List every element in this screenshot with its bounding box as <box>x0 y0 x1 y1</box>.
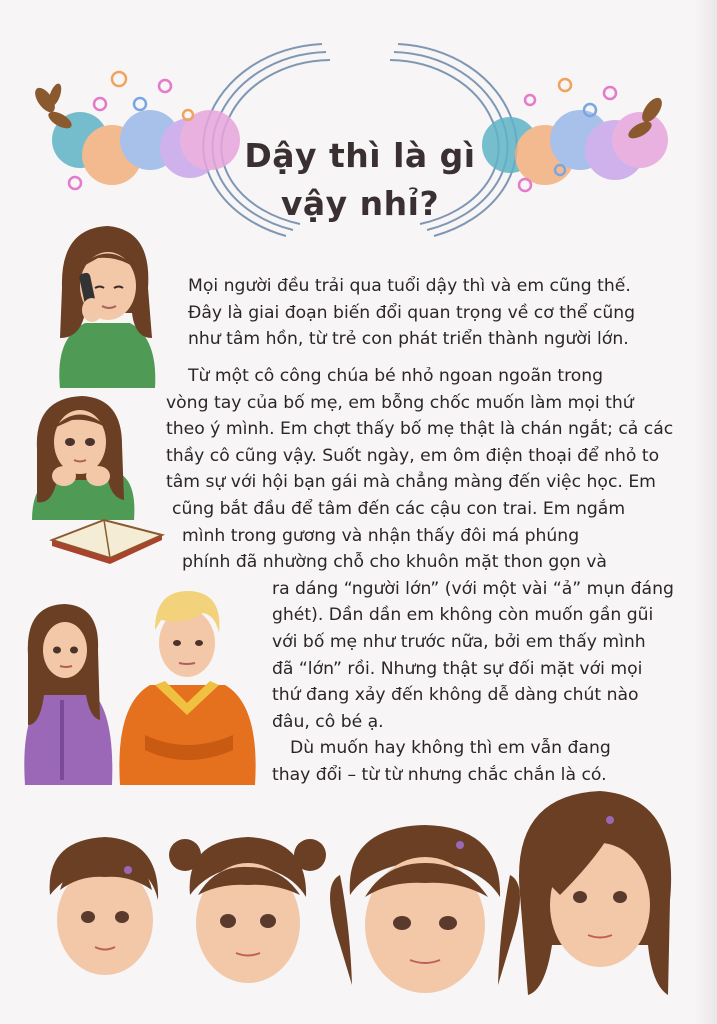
text-line: thay đổi – từ từ nhưng chắc chắn là có. <box>272 764 607 785</box>
title-line-1: Dậy thì là gì <box>244 136 476 176</box>
text-line: cũng bắt đầu để tâm đến các cậu con trai. Em ngắm <box>172 498 626 519</box>
title-line-2: vậy nhỉ? <box>280 184 440 224</box>
right-bubbles <box>482 110 668 185</box>
text-line: đâu, cô bé ạ. <box>272 711 384 732</box>
text-line: ghét). Dần dần em không còn muốn gần gũi <box>272 605 654 626</box>
text-line: ra dáng “người lớn” (với một vài “ả” mụn đáng <box>272 578 674 599</box>
text-line: theo ý mình. Em chợt thấy bố mẹ thật là chán ngắt; cả các <box>166 419 674 440</box>
boy-orange-jacket-illustration <box>115 585 260 785</box>
face-teen-girl <box>519 791 671 995</box>
left-bubbles <box>52 110 240 185</box>
text-line: như tâm hồn, từ trẻ con phát triển thành người lớn. <box>188 329 629 350</box>
face-toddler <box>50 837 158 975</box>
text-line: với bố mẹ như trước nữa, bởi em thấy mình <box>272 631 646 652</box>
growing-up-faces-illustration <box>40 785 700 1020</box>
text-line: phính đã nhường chỗ cho khuôn mặt thon gọn và <box>182 552 607 573</box>
text-line: mình trong gương và nhận thấy đôi má phúng <box>182 525 580 546</box>
paragraph-1 <box>188 273 688 353</box>
face-girl-pigtails <box>330 825 520 993</box>
text-line: vòng tay của bố mẹ, em bỗng chốc muốn làm mọi thứ <box>166 392 634 413</box>
text-line: thầy cô cũng vậy. Suốt ngày, em ôm điện thoại để nhỏ to <box>166 445 660 466</box>
face-young-girl <box>169 837 326 983</box>
text-line: Đây là giai đoạn biến đổi quan trọng về cơ thể cũng <box>188 302 636 323</box>
girl-reading-illustration <box>22 390 177 565</box>
girl-on-phone-illustration <box>40 218 170 388</box>
text-line: Dù muốn hay không thì em vẫn đang <box>290 738 611 758</box>
text-line: thứ đang xảy đến không dễ dàng chút nào <box>272 685 639 706</box>
girl-purple-jacket-illustration <box>20 600 115 785</box>
text-line: tâm sự với hội bạn gái mà chẳng màng đến việc học. Em <box>166 472 656 493</box>
text-line: Từ một cô công chúa bé nhỏ ngoan ngoãn trong <box>188 366 604 386</box>
text-line: Mọi người đều trải qua tuổi dậy thì và em cũng thế. <box>188 276 631 296</box>
text-line: đã “lớn” rồi. Nhưng thật sự đối mặt với mọi <box>272 658 643 679</box>
page-title <box>228 132 492 228</box>
